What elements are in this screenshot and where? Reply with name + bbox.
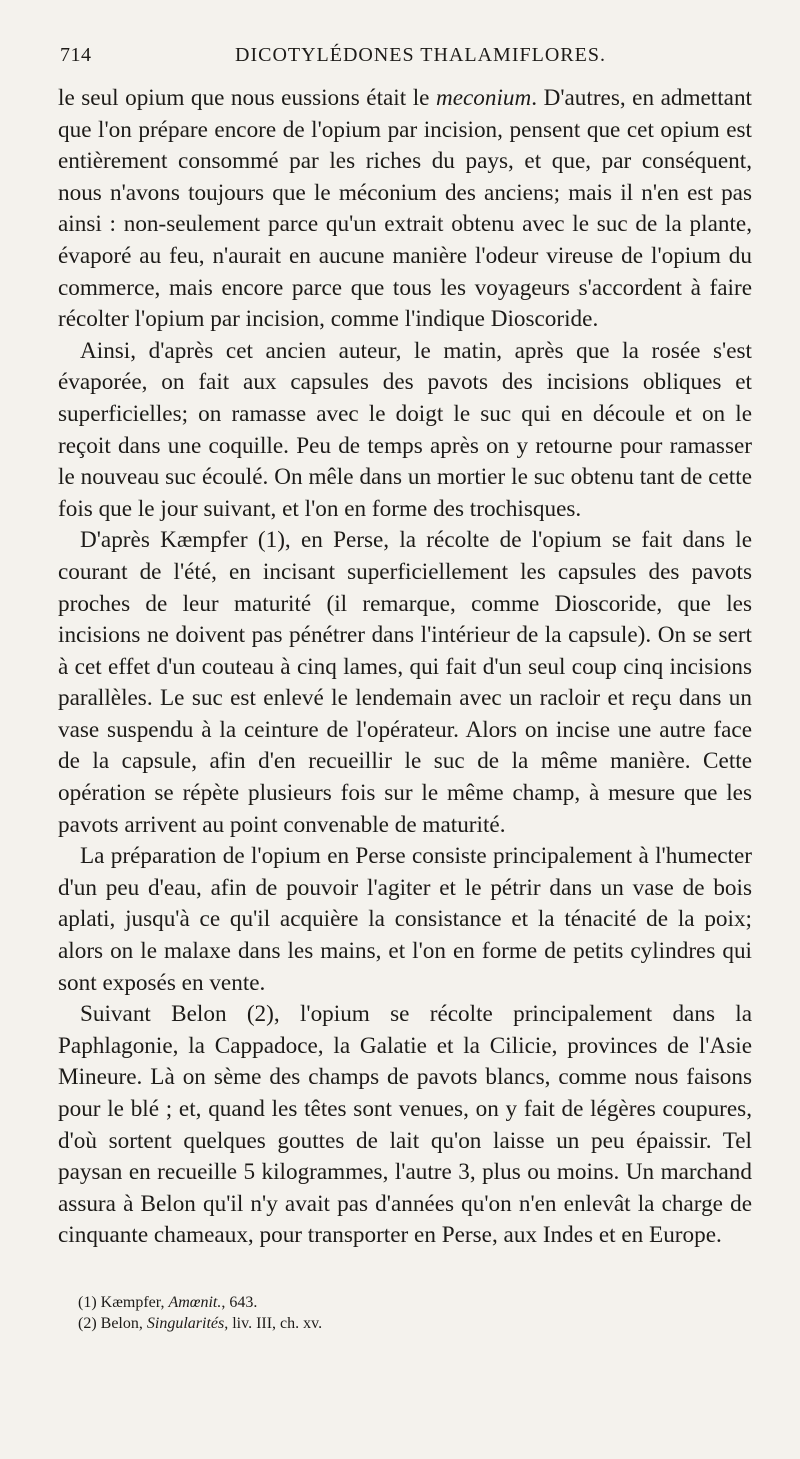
footnote-author: Kæmpfer,: [100, 1294, 165, 1311]
paragraph-preparation: La préparation de l'opium en Perse consiste principalement à l'humecter d'un peu d'eau, afin de pouvoir l'agiter et le pétrir dans un vase de bois aplati, jusqu'à ce qu'il acquière la consistance et la ténacité de la poix; alors on le malaxe dans les mains, et l'on en forme de petits cylindres qui sont exposés en vente.: [58, 843, 752, 996]
footnote-2: [78, 1313, 678, 1334]
footnotes: [78, 1292, 678, 1334]
main-text: [58, 83, 752, 1252]
paragraph-continuation: [58, 83, 752, 336]
paragraph-kaempfer: D'après Kæmpfer (1), en Perse, la récolte de l'opium se fait dans le courant de l'été, en incisant superficiellement les capsules des pavots proches de leur maturité (il remarque, comme Dioscoride, que les incisions ne doivent pas pénétrer dans l'intérieur de la capsule). On se sert à cet effet d'un couteau à cinq lames, qui fait d'un seul coup cinq incisions parallèles. Le suc est enlevé le lendemain avec un racloir et reçu dans un vase suspendu à la ceinture de l'opérateur. Alors on incise une autre face de la capsule, afin d'en recueillir le suc de la même manière. Cette opération se répète plusieurs fois sur le même champ, à mesure que les pavots arrivent au point convenable de maturité.: [58, 527, 752, 838]
italic-term: meconium: [435, 85, 532, 111]
footnote-1: [78, 1292, 678, 1313]
running-title: DICOTYLÉDONES THALAMIFLORES.: [235, 44, 606, 66]
footnote-marker: (1): [78, 1294, 97, 1311]
paragraph-text-after-italic: . D'autres, en admettant que l'on prépare encore de l'opium par incision, pensent que cet opium est entièrement consommé par les riches du pays, et que, par conséquent, nous n'avons toujours que le méconium des anciens; mais il n'en est pas ainsi : non-seulement parce qu'un extrait obtenu avec le suc de la plante, évaporé au feu, n'aurait en aucune manière l'odeur vireuse de l'opium du commerce, mais encore parce que tous les voyageurs s'accordent à faire récolter l'opium par incision, comme l'indique Dioscoride.: [58, 85, 752, 333]
page-header: [60, 44, 740, 84]
footnote-reference: , 643.: [221, 1294, 258, 1311]
paragraph-text-before-italic: le seul opium que nous eussions était le: [58, 85, 436, 111]
footnote-author: Belon,: [100, 1315, 143, 1332]
paragraph-dioscoride: Ainsi, d'après cet ancien auteur, le matin, après que la rosée s'est évaporée, on fait aux capsules des pavots des incisions obliques et superficielles; on ramasse avec le doigt le suc qui en découle et on le reçoit dans une coquille. Peu de temps après on y retourne pour ramasser le nouveau suc écoulé. On mêle dans un mortier le suc obtenu tant de cette fois que le jour suivant, et l'on en forme des trochisques.: [58, 337, 752, 522]
footnote-reference: , liv. III, ch. xv.: [224, 1315, 323, 1332]
page-number: 714: [60, 44, 92, 66]
footnote-title: Amœnit.: [168, 1294, 222, 1311]
footnote-title: Singularités: [146, 1315, 225, 1332]
footnote-marker: (2): [78, 1315, 97, 1332]
paragraph-belon: Suivant Belon (2), l'opium se récolte principalement dans la Paphlagonie, la Cappadoce, la Galatie et la Cilicie, provinces de l'Asie Mineure. Là on sème des champs de pavots blancs, comme nous faisons pour le blé ; et, quand les têtes sont venues, on y fait de légères coupures, d'où sortent quelques gouttes de lait qu'on laisse un peu épaissir. Tel paysan en recueille 5 kilogrammes, l'autre 3, plus ou moins. Un marchand assura à Belon qu'il n'y avait pas d'années qu'on n'en enlevât la charge de cinquante chameaux, pour transporter en Perse, aux Indes et en Europe.: [58, 1001, 752, 1249]
